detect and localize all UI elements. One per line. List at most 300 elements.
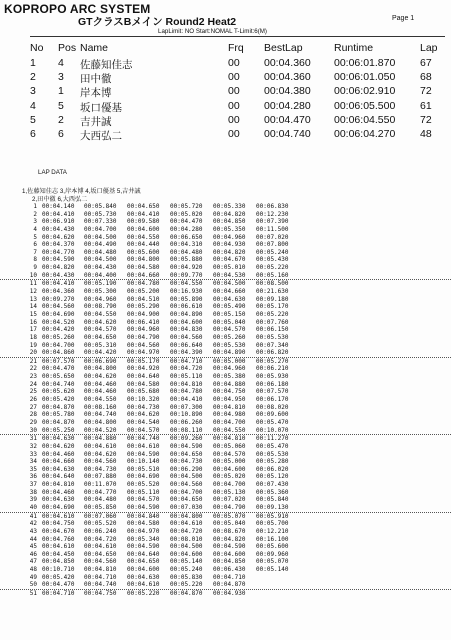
results-header-cell: Name	[80, 42, 109, 54]
lap-row	[0, 358, 451, 366]
lap-number: 26	[29, 396, 37, 404]
results-row	[0, 114, 451, 127]
lap-number: 31	[29, 435, 37, 443]
lap-time: 00:05.730	[84, 210, 117, 218]
lap-time: 00:04.870	[42, 403, 75, 411]
lap-number: 28	[29, 411, 37, 419]
lap-time: 00:04.760	[42, 535, 75, 543]
lap-time: 00:04.730	[84, 465, 117, 473]
lap-row	[0, 528, 451, 536]
lap-number: 8	[33, 256, 37, 264]
lap-time: 00:04.740	[127, 435, 160, 443]
lap-time: 00:04.850	[42, 558, 75, 566]
lap-time: 00:16.100	[256, 535, 289, 543]
lap-time: 00:04.610	[42, 543, 75, 551]
lap-time: 00:06.180	[256, 380, 289, 388]
lap-time: 00:04.310	[170, 241, 203, 249]
lap-time: 00:04.280	[170, 225, 203, 233]
lap-row	[0, 373, 451, 381]
lap-row	[0, 288, 451, 296]
lap-time: 00:05.040	[213, 520, 246, 528]
results-cell: 00:06:05.500	[334, 99, 396, 112]
lap-time: 00:05.780	[42, 411, 75, 419]
lap-number: 16	[29, 318, 37, 326]
lap-time: 00:04.890	[213, 349, 246, 357]
results-cell: 6	[58, 128, 64, 140]
results-header-cell: Frq	[228, 42, 244, 54]
lap-time: 00:04.950	[213, 396, 246, 404]
lap-time: 00:04.650	[170, 496, 203, 504]
lap-time: 00:05.830	[170, 573, 203, 581]
lap-time: 00:04.530	[213, 271, 246, 279]
lap-number: 4	[33, 225, 37, 233]
lap-row	[0, 311, 451, 319]
lap-time: 00:05.300	[84, 288, 117, 296]
lap-time: 00:05.600	[127, 248, 160, 256]
lap-time: 00:04.430	[42, 271, 75, 279]
lap-time: 00:04.720	[170, 365, 203, 373]
lap-time: 00:08.020	[256, 403, 289, 411]
lap-time: 00:05.330	[213, 203, 246, 210]
lap-row	[0, 404, 451, 412]
lap-row	[0, 551, 451, 559]
lap-time: 00:04.650	[84, 550, 117, 558]
lap-time: 00:04.960	[213, 233, 246, 241]
lap-time: 00:06.290	[170, 465, 203, 473]
lap-time: 00:04.430	[84, 264, 117, 272]
lap-time: 00:05.310	[84, 341, 117, 349]
lap-time: 00:04.460	[84, 388, 117, 396]
lap-time: 00:04.550	[213, 426, 246, 434]
lap-time: 00:05.420	[42, 396, 75, 404]
lap-time: 00:04.780	[127, 280, 160, 288]
lap-row	[0, 396, 451, 404]
results-cell: 6	[30, 128, 36, 140]
lap-time: 00:06.640	[170, 341, 203, 349]
lap-time: 00:07.880	[84, 473, 117, 481]
lap-time: 00:05.130	[213, 488, 246, 496]
lap-time: 00:07.020	[256, 233, 289, 241]
lap-time: 00:04.800	[84, 365, 117, 373]
lap-time: 00:04.620	[84, 373, 117, 381]
lap-time: 00:08.010	[170, 535, 203, 543]
lap-time: 00:04.400	[84, 271, 117, 279]
lap-time: 00:04.800	[170, 512, 203, 520]
lap-time: 00:04.840	[127, 512, 160, 520]
lap-row	[0, 520, 451, 528]
lap-row	[0, 249, 451, 257]
race-settings: LapLimit: NO Start:NOMAL T-Limit:6(M)	[158, 28, 267, 35]
lap-time: 00:04.960	[127, 326, 160, 334]
lap-time: 00:05.020	[170, 210, 203, 218]
lap-number: 30	[29, 426, 37, 434]
lap-time: 00:04.670	[42, 527, 75, 535]
lap-time: 00:04.750	[84, 590, 117, 598]
lap-time: 00:05.140	[256, 566, 289, 574]
lap-time: 00:04.560	[84, 558, 117, 566]
lap-number: 41	[29, 512, 37, 520]
lap-row	[0, 451, 451, 459]
lap-time: 00:04.740	[42, 380, 75, 388]
lap-time: 00:04.630	[127, 573, 160, 581]
lap-time: 00:04.610	[84, 442, 117, 450]
lap-time: 00:09.260	[170, 435, 203, 443]
lap-row	[0, 272, 451, 281]
results-cell: 72	[420, 113, 432, 126]
lap-time: 00:04.390	[170, 349, 203, 357]
lap-time: 00:04.750	[213, 388, 246, 396]
lap-time: 00:09.600	[256, 411, 289, 419]
lap-time: 00:04.620	[84, 450, 117, 458]
lap-row	[0, 234, 451, 242]
lap-time: 00:04.820	[42, 264, 75, 272]
lap-time: 00:04.970	[127, 527, 160, 535]
lap-time: 00:12.230	[256, 210, 289, 218]
lap-time: 00:07.390	[256, 218, 289, 226]
lap-time: 00:04.660	[42, 458, 75, 466]
lap-number: 5	[33, 233, 37, 241]
results-cell: 68	[420, 71, 432, 84]
lap-time: 00:05.160	[256, 271, 289, 279]
lap-row	[0, 411, 451, 419]
lap-time: 00:04.920	[127, 365, 160, 373]
lap-time: 00:04.960	[84, 295, 117, 303]
lap-time: 00:04.730	[170, 458, 203, 466]
lap-time: 00:10.710	[42, 566, 75, 574]
lap-time: 00:04.610	[127, 581, 160, 589]
lap-time: 00:05.650	[42, 373, 75, 381]
lap-time: 00:04.660	[127, 271, 160, 279]
lap-time: 00:08.500	[256, 280, 289, 288]
lap-time: 00:05.720	[170, 203, 203, 210]
lap-time: 00:06.910	[42, 218, 75, 226]
lap-number: 1	[33, 203, 37, 210]
lap-time: 00:04.720	[170, 527, 203, 535]
lap-number: 17	[29, 326, 37, 334]
results-cell: 67	[420, 57, 432, 69]
lap-time: 00:05.200	[127, 288, 160, 296]
lap-time: 00:04.630	[213, 295, 246, 303]
lap-time: 00:05.220	[256, 264, 289, 272]
lap-time: 00:04.590	[213, 543, 246, 551]
lap-row	[0, 319, 451, 327]
lap-time: 00:05.530	[256, 450, 289, 458]
lap-time: 00:07.340	[256, 341, 289, 349]
lap-time: 00:08.670	[213, 527, 246, 535]
lap-driver-header-row2: 2,田中徹 6,大西弘二	[32, 196, 88, 203]
lap-time: 00:04.410	[170, 396, 203, 404]
lap-time: 00:04.880	[213, 380, 246, 388]
lap-time: 00:05.700	[256, 520, 289, 528]
lap-time: 00:04.590	[170, 442, 203, 450]
lap-time: 00:04.690	[42, 503, 75, 511]
lap-time: 00:04.510	[127, 295, 160, 303]
results-row	[0, 100, 451, 113]
lap-number: 18	[29, 333, 37, 341]
results-cell: 00:06:01.050	[334, 71, 396, 84]
lap-time: 00:04.630	[42, 496, 75, 504]
lap-row	[0, 211, 451, 219]
lap-time: 00:04.420	[84, 349, 117, 357]
lap-time: 00:04.800	[84, 418, 117, 426]
lap-time: 00:05.600	[256, 543, 289, 551]
results-cell: 4	[58, 57, 64, 69]
lap-time: 00:04.850	[213, 218, 246, 226]
lap-time: 00:04.810	[170, 380, 203, 388]
lap-time: 00:04.710	[213, 573, 246, 581]
results-row	[0, 71, 451, 84]
results-header-cell: Runtime	[334, 42, 374, 54]
lap-time: 00:04.500	[170, 543, 203, 551]
header-divider	[30, 36, 445, 37]
results-cell: 3	[58, 71, 64, 84]
lap-time: 00:05.120	[256, 473, 289, 481]
lap-row	[0, 496, 451, 504]
lap-time: 00:06.830	[256, 203, 289, 210]
lap-time: 00:10.320	[127, 396, 160, 404]
lap-time: 00:06.430	[213, 566, 246, 574]
results-cell: 00:06:01.870	[334, 57, 396, 69]
lap-time: 00:05.240	[170, 566, 203, 574]
lap-row	[0, 296, 451, 304]
lap-time: 00:06.020	[256, 465, 289, 473]
lap-time: 00:09.580	[127, 218, 160, 226]
lap-time: 00:04.980	[213, 411, 246, 419]
lap-time: 00:10.070	[256, 426, 289, 434]
results-row	[0, 85, 451, 98]
lap-time: 00:05.000	[213, 357, 246, 365]
lap-time: 00:04.880	[84, 435, 117, 443]
lap-time: 00:05.220	[256, 310, 289, 318]
lap-time: 00:09.180	[256, 295, 289, 303]
lap-time: 00:06.610	[170, 303, 203, 311]
lap-number: 45	[29, 543, 37, 551]
lap-time: 00:06.410	[127, 318, 160, 326]
results-header-cell: BestLap	[264, 42, 303, 54]
results-cell: 00:06:02.910	[334, 85, 396, 98]
results-cell: 田中徹	[80, 73, 112, 86]
lap-row	[0, 388, 451, 396]
lap-time: 00:05.280	[256, 458, 289, 466]
lap-time: 00:05.520	[84, 520, 117, 528]
lap-time: 00:04.710	[170, 357, 203, 365]
lap-time: 00:05.520	[127, 481, 160, 489]
lap-row	[0, 381, 451, 389]
lap-time: 00:04.140	[42, 203, 75, 210]
lap-time: 00:08.110	[170, 426, 203, 434]
lap-time: 00:07.300	[170, 403, 203, 411]
lap-time: 00:09.770	[170, 271, 203, 279]
lap-time: 00:04.630	[42, 465, 75, 473]
lap-time: 00:07.570	[42, 357, 75, 365]
lap-time: 00:04.500	[170, 473, 203, 481]
lap-row	[0, 419, 451, 427]
lap-number: 13	[29, 295, 37, 303]
lap-time: 00:04.460	[42, 450, 75, 458]
lap-time: 00:04.930	[213, 241, 246, 249]
lap-number: 6	[33, 241, 37, 249]
lap-time: 00:04.720	[84, 535, 117, 543]
lap-time: 00:05.360	[256, 488, 289, 496]
lap-time: 00:16.930	[170, 288, 203, 296]
lap-time: 00:05.170	[127, 357, 160, 365]
lap-number: 42	[29, 520, 37, 528]
lap-time: 00:04.810	[84, 566, 117, 574]
lap-time: 00:05.680	[127, 388, 160, 396]
results-cell: 72	[420, 85, 432, 98]
lap-time: 00:05.470	[256, 442, 289, 450]
results-cell: 00:06:04.550	[334, 113, 396, 126]
lap-time: 00:04.650	[170, 450, 203, 458]
lap-number: 10	[29, 271, 37, 279]
lap-row	[0, 226, 451, 234]
results-header	[0, 42, 451, 55]
lap-time: 00:04.470	[42, 365, 75, 373]
results-cell: 00:04.280	[264, 99, 311, 112]
lap-number: 47	[29, 558, 37, 566]
lap-time: 00:04.700	[42, 341, 75, 349]
lap-time: 00:04.600	[170, 550, 203, 558]
lap-driver-header-row1: 1,佐藤知佳志 3,岸本博 4,坂口優基 5,吉井誠	[22, 188, 141, 195]
lap-time: 00:04.800	[127, 256, 160, 264]
lap-time: 00:04.700	[84, 225, 117, 233]
lap-time: 00:05.880	[170, 256, 203, 264]
lap-row	[0, 365, 451, 373]
lap-time: 00:04.560	[170, 333, 203, 341]
lap-time: 00:05.020	[213, 473, 246, 481]
results-row	[0, 57, 451, 70]
lap-time: 00:04.620	[84, 318, 117, 326]
lap-time: 00:04.700	[213, 481, 246, 489]
results-cell: 00	[228, 99, 240, 112]
results-cell: 4	[30, 99, 36, 112]
lap-time: 00:09.130	[256, 503, 289, 511]
lap-number: 25	[29, 388, 37, 396]
lap-time: 00:05.240	[256, 248, 289, 256]
lap-time: 00:04.450	[42, 550, 75, 558]
lap-time: 00:04.460	[84, 380, 117, 388]
lap-time: 00:04.890	[170, 310, 203, 318]
results-cell: 吉井誠	[80, 115, 112, 128]
lap-row	[0, 481, 451, 489]
lap-time: 00:04.810	[42, 481, 75, 489]
lap-time: 00:05.420	[42, 573, 75, 581]
lap-time: 00:06.150	[256, 326, 289, 334]
lap-time: 00:09.270	[42, 295, 75, 303]
lap-time: 00:04.650	[127, 558, 160, 566]
lap-time: 00:04.870	[170, 590, 203, 598]
lap-number: 29	[29, 418, 37, 426]
lap-number: 22	[29, 365, 37, 373]
lap-time: 00:04.650	[84, 333, 117, 341]
lap-time: 00:04.560	[84, 458, 117, 466]
lap-time: 00:07.760	[256, 318, 289, 326]
lap-number: 2	[33, 210, 37, 218]
lap-number: 50	[29, 581, 37, 589]
lap-time: 00:04.430	[42, 225, 75, 233]
lap-number: 3	[33, 218, 37, 226]
results-row	[0, 128, 451, 141]
lap-time: 00:04.970	[127, 349, 160, 357]
lap-time: 00:04.550	[84, 396, 117, 404]
lap-time: 00:06.650	[170, 233, 203, 241]
lap-data-title: LAP DATA	[38, 169, 67, 176]
lap-time: 00:04.410	[42, 280, 75, 288]
lap-row	[0, 489, 451, 497]
lap-row	[0, 326, 451, 334]
lap-row	[0, 504, 451, 513]
lap-time: 00:04.700	[170, 488, 203, 496]
lap-row	[0, 458, 451, 466]
lap-number: 40	[29, 503, 37, 511]
lap-time: 00:04.620	[127, 411, 160, 419]
lap-row	[0, 435, 451, 443]
lap-time: 00:04.630	[42, 435, 75, 443]
lap-number: 9	[33, 264, 37, 272]
lap-time: 00:05.340	[127, 535, 160, 543]
lap-number: 20	[29, 349, 37, 357]
lap-time: 00:04.640	[127, 550, 160, 558]
lap-row	[0, 543, 451, 551]
lap-time: 00:10.890	[170, 411, 203, 419]
lap-time: 00:04.560	[42, 303, 75, 311]
results-header-cell: Pos	[58, 42, 77, 54]
results-cell: 00	[228, 71, 240, 84]
lap-time: 00:05.430	[256, 256, 289, 264]
lap-row	[0, 473, 451, 481]
lap-time: 00:04.870	[42, 418, 75, 426]
lap-time: 00:05.530	[256, 333, 289, 341]
lap-time: 00:04.820	[213, 248, 246, 256]
results-cell: 佐藤知佳志	[80, 59, 133, 71]
lap-time: 00:04.770	[42, 248, 75, 256]
lap-time: 00:04.900	[127, 310, 160, 318]
lap-time: 00:05.840	[256, 496, 289, 504]
lap-time: 00:04.780	[170, 388, 203, 396]
lap-time: 00:07.570	[256, 388, 289, 396]
lap-time: 00:08.160	[84, 403, 117, 411]
lap-row	[0, 203, 451, 211]
lap-time: 00:05.530	[213, 341, 246, 349]
lap-time: 00:04.810	[213, 403, 246, 411]
lap-time: 00:07.800	[256, 241, 289, 249]
lap-time: 00:07.030	[170, 503, 203, 511]
lap-row	[0, 218, 451, 226]
lap-time: 00:04.520	[42, 318, 75, 326]
lap-row	[0, 566, 451, 574]
lap-time: 00:04.690	[42, 310, 75, 318]
results-cell: 00	[228, 128, 240, 140]
lap-time: 00:04.660	[213, 288, 246, 296]
lap-time: 00:04.480	[84, 248, 117, 256]
results-cell: 1	[30, 57, 36, 69]
lap-time: 00:04.590	[127, 503, 160, 511]
lap-row	[0, 334, 451, 342]
lap-time: 00:04.710	[42, 590, 75, 598]
results-cell: 坂口優基	[80, 101, 122, 114]
lap-row	[0, 349, 451, 358]
race-title: GTクラスBメイン Round2 Heat2	[78, 16, 237, 28]
lap-time: 00:04.550	[127, 233, 160, 241]
lap-number: 14	[29, 303, 37, 311]
lap-time: 00:05.150	[213, 310, 246, 318]
lap-row	[0, 264, 451, 272]
lap-number: 49	[29, 573, 37, 581]
lap-number: 7	[33, 248, 37, 256]
results-cell: 00	[228, 57, 240, 69]
lap-time: 00:04.740	[84, 411, 117, 419]
lap-time: 00:04.500	[213, 280, 246, 288]
